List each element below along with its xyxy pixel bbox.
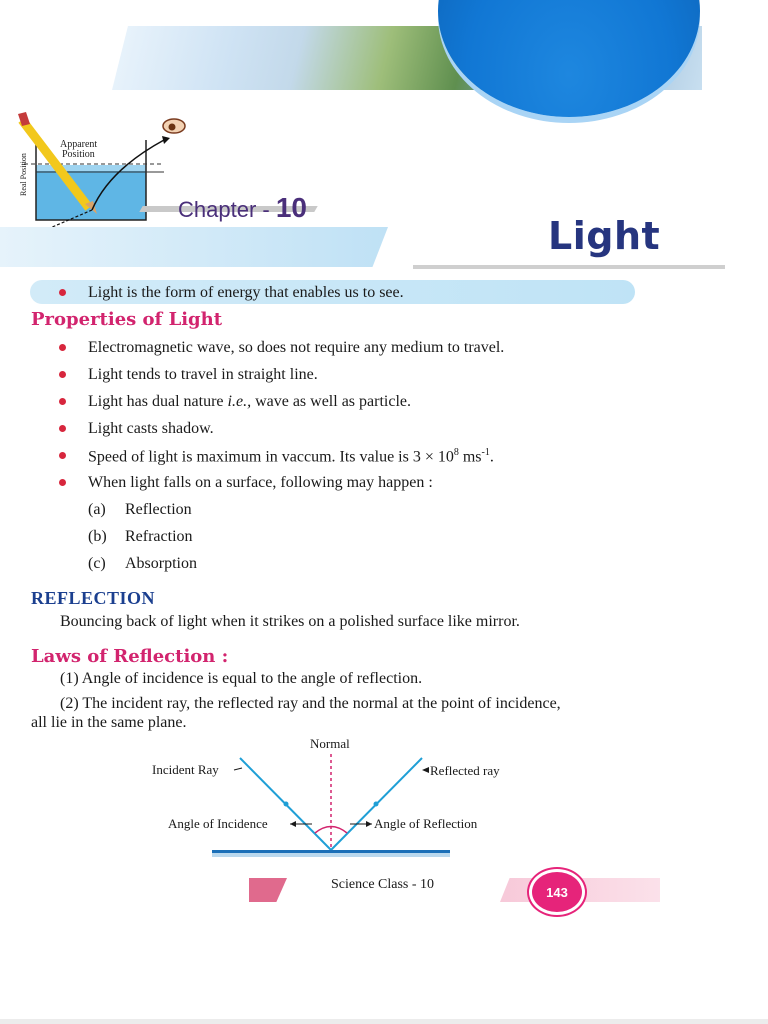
apparent-label-1: Apparent [60, 139, 98, 150]
sub-item-text: Absorption [125, 555, 197, 572]
property-item: Light tends to travel in straight line. [88, 366, 318, 383]
bullet [59, 289, 66, 296]
property-item: Electromagnetic wave, so does not require any medium to travel. [88, 339, 505, 356]
incident-ray-label: Incident Ray [152, 762, 219, 777]
apparent-label-2: Position [62, 149, 95, 160]
property-item-text: Speed of light is maximum in vaccum. Its value is 3 × 10 [88, 448, 454, 466]
property-item: When light falls on a surface, following may happen : [88, 474, 433, 491]
laws-heading: Laws of Reflection : [31, 646, 229, 667]
bullet [59, 398, 66, 405]
chapter-label [178, 192, 307, 224]
title-rule [413, 265, 725, 269]
sub-item-marker: (c) [88, 555, 106, 572]
reflection-definition: Bouncing back of light when it strikes on a polished surface like mirror. [60, 613, 520, 630]
bullet [59, 344, 66, 351]
angle-incidence-label: Angle of Incidence [168, 816, 268, 831]
sub-item-marker: (a) [88, 501, 106, 518]
page-number-badge: 143 [529, 869, 585, 915]
exponent: 8 [453, 447, 459, 458]
footer-text: Science Class - 10 [331, 877, 435, 892]
property-item [88, 393, 411, 411]
bullet [59, 425, 66, 432]
reflection-diagram [140, 732, 540, 862]
bottom-rule [0, 1019, 768, 1024]
reflected-ray-label: Reflected ray [430, 763, 500, 778]
property-item: Light casts shadow. [88, 420, 214, 437]
chapter-label-text: Chapter - [178, 197, 276, 222]
bullet [59, 452, 66, 459]
normal-label: Normal [310, 736, 350, 751]
water [36, 165, 146, 220]
law-2: (2) The incident ray, the reflected ray and the normal at the point of incidence, [60, 695, 561, 712]
property-item [88, 447, 494, 466]
sub-item-marker: (b) [88, 528, 107, 545]
law-1: (1) Angle of incidence is equal to the angle of reflection. [60, 670, 423, 687]
sub-item-text: Reflection [125, 501, 192, 518]
refraction-illustration [14, 110, 189, 235]
intro-text: Light is the form of energy that enables us to see. [88, 284, 404, 301]
chapter-bar [0, 227, 388, 267]
mirror [212, 850, 450, 853]
property-item-italic: i.e., [227, 393, 252, 410]
properties-heading: Properties of Light [31, 309, 223, 330]
property-item-text: . [489, 448, 494, 466]
exponent: -1 [481, 447, 490, 458]
law-2-continued: all lie in the same plane. [31, 714, 187, 731]
property-item-text: wave as well as particle. [251, 393, 411, 410]
property-item-text: Light has dual nature [88, 393, 228, 410]
bullet [59, 479, 66, 486]
reflection-heading: REFLECTION [31, 588, 156, 608]
footer-decoration [249, 878, 287, 902]
property-item-text: ms [458, 448, 482, 466]
angle-reflection-label: Angle of Reflection [374, 816, 478, 831]
banner-blue-circle [438, 0, 700, 117]
chapter-title: Light [548, 214, 661, 258]
real-position-label: Real Position [19, 153, 28, 196]
bullet [59, 371, 66, 378]
chapter-number: 10 [275, 192, 307, 223]
sub-item-text: Refraction [125, 528, 193, 545]
